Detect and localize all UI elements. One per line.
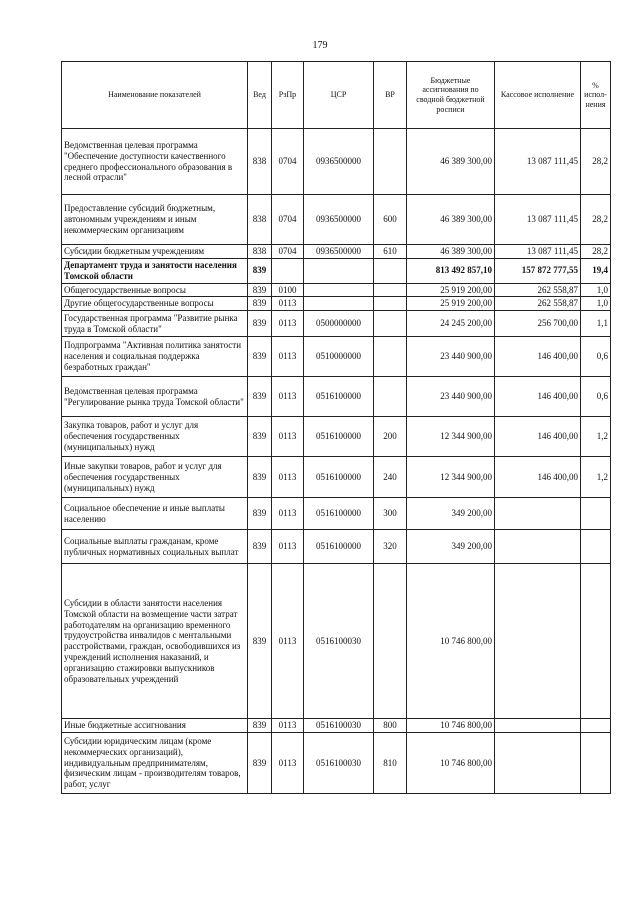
cell-rzpr: 0113 bbox=[272, 732, 304, 793]
cell-vr: 320 bbox=[374, 530, 407, 564]
cell-ved: 839 bbox=[248, 732, 272, 793]
budget-table bbox=[61, 61, 611, 794]
cell-pct: 28,2 bbox=[581, 129, 611, 195]
cell-name: Ведомственная целевая программа "Регулирование рынка труда Томской области" bbox=[62, 377, 248, 417]
cell-name: Департамент труда и занятости населения Томской области bbox=[62, 259, 248, 284]
cell-vr: 200 bbox=[374, 417, 407, 457]
cell-vr: 810 bbox=[374, 732, 407, 793]
cell-pct: 1,0 bbox=[581, 283, 611, 297]
cell-kassa: 146 400,00 bbox=[495, 457, 581, 498]
cell-vr bbox=[374, 297, 407, 311]
table-row bbox=[62, 417, 611, 457]
cell-pct: 0,6 bbox=[581, 377, 611, 417]
table-row bbox=[62, 377, 611, 417]
cell-name: Предоставление субсидий бюджетным, автономным учреждениям и иным некоммерческим организациям bbox=[62, 195, 248, 245]
cell-pct bbox=[581, 564, 611, 719]
page-number: 179 bbox=[312, 40, 328, 51]
cell-budget: 12 344 900,00 bbox=[407, 457, 495, 498]
cell-budget: 25 919 200,00 bbox=[407, 297, 495, 311]
header-budget: Бюджетные ассигнования по сводной бюджетной росписи bbox=[407, 62, 495, 129]
cell-rzpr: 0100 bbox=[272, 283, 304, 297]
table-header-row bbox=[62, 62, 611, 129]
cell-kassa: 262 558,87 bbox=[495, 283, 581, 297]
cell-rzpr: 0113 bbox=[272, 564, 304, 719]
cell-vr bbox=[374, 564, 407, 719]
cell-rzpr: 0113 bbox=[272, 377, 304, 417]
cell-kassa: 13 087 111,45 bbox=[495, 195, 581, 245]
cell-ved: 838 bbox=[248, 245, 272, 259]
cell-name: Иные бюджетные ассигнования bbox=[62, 719, 248, 733]
cell-kassa bbox=[495, 719, 581, 733]
cell-csr: 0510000000 bbox=[304, 337, 374, 377]
cell-kassa: 262 558,87 bbox=[495, 297, 581, 311]
cell-kassa: 146 400,00 bbox=[495, 337, 581, 377]
cell-csr: 0936500000 bbox=[304, 245, 374, 259]
cell-rzpr: 0113 bbox=[272, 719, 304, 733]
cell-budget: 10 746 800,00 bbox=[407, 564, 495, 719]
cell-ved: 839 bbox=[248, 719, 272, 733]
cell-vr bbox=[374, 259, 407, 284]
cell-csr: 0516100000 bbox=[304, 530, 374, 564]
cell-pct: 1,1 bbox=[581, 311, 611, 337]
cell-ved: 839 bbox=[248, 259, 272, 284]
cell-pct: 1,2 bbox=[581, 457, 611, 498]
cell-kassa bbox=[495, 530, 581, 564]
cell-ved: 839 bbox=[248, 498, 272, 530]
cell-vr: 600 bbox=[374, 195, 407, 245]
cell-csr bbox=[304, 283, 374, 297]
table-row bbox=[62, 337, 611, 377]
table-row bbox=[62, 530, 611, 564]
table-row bbox=[62, 297, 611, 311]
table-row bbox=[62, 245, 611, 259]
table-row bbox=[62, 564, 611, 719]
cell-rzpr: 0113 bbox=[272, 337, 304, 377]
cell-ved: 839 bbox=[248, 337, 272, 377]
cell-csr: 0516100000 bbox=[304, 457, 374, 498]
cell-name: Субсидии юридическим лицам (кроме некоммерческих организаций), индивидуальным предпринимателям, физическим лицам - производителям товаров, работ, услуг bbox=[62, 732, 248, 793]
cell-budget: 813 492 857,10 bbox=[407, 259, 495, 284]
cell-budget: 349 200,00 bbox=[407, 498, 495, 530]
cell-ved: 838 bbox=[248, 129, 272, 195]
cell-vr bbox=[374, 337, 407, 377]
cell-kassa bbox=[495, 564, 581, 719]
header-csr: ЦСР bbox=[304, 62, 374, 129]
cell-rzpr: 0704 bbox=[272, 245, 304, 259]
table-row bbox=[62, 195, 611, 245]
cell-csr: 0516100000 bbox=[304, 377, 374, 417]
cell-budget: 23 440 900,00 bbox=[407, 377, 495, 417]
table-body bbox=[62, 129, 611, 794]
cell-vr: 610 bbox=[374, 245, 407, 259]
cell-csr bbox=[304, 259, 374, 284]
cell-name: Субсидии бюджетным учреждениям bbox=[62, 245, 248, 259]
table-row bbox=[62, 283, 611, 297]
cell-pct: 28,2 bbox=[581, 245, 611, 259]
cell-ved: 839 bbox=[248, 530, 272, 564]
cell-kassa: 256 700,00 bbox=[495, 311, 581, 337]
cell-budget: 46 389 300,00 bbox=[407, 195, 495, 245]
cell-rzpr: 0113 bbox=[272, 311, 304, 337]
cell-kassa: 13 087 111,45 bbox=[495, 129, 581, 195]
cell-rzpr: 0113 bbox=[272, 457, 304, 498]
cell-rzpr: 0113 bbox=[272, 297, 304, 311]
table-row bbox=[62, 719, 611, 733]
cell-name: Подпрограмма "Активная политика занятости населения и социальная поддержка безработных граждан" bbox=[62, 337, 248, 377]
header-rzpr: РзПр bbox=[272, 62, 304, 129]
cell-csr: 0500000000 bbox=[304, 311, 374, 337]
cell-rzpr: 0113 bbox=[272, 530, 304, 564]
cell-vr bbox=[374, 377, 407, 417]
table-row bbox=[62, 311, 611, 337]
cell-ved: 839 bbox=[248, 457, 272, 498]
cell-rzpr: 0704 bbox=[272, 195, 304, 245]
cell-kassa: 146 400,00 bbox=[495, 377, 581, 417]
cell-pct: 19,4 bbox=[581, 259, 611, 284]
cell-csr bbox=[304, 297, 374, 311]
header-kassa: Кассовое исполнение bbox=[495, 62, 581, 129]
header-pct: % испол-нения bbox=[581, 62, 611, 129]
cell-budget: 12 344 900,00 bbox=[407, 417, 495, 457]
cell-csr: 0936500000 bbox=[304, 129, 374, 195]
table-row bbox=[62, 732, 611, 793]
cell-ved: 839 bbox=[248, 311, 272, 337]
cell-kassa bbox=[495, 498, 581, 530]
cell-ved: 839 bbox=[248, 564, 272, 719]
cell-ved: 839 bbox=[248, 297, 272, 311]
cell-ved: 839 bbox=[248, 417, 272, 457]
cell-rzpr: 0113 bbox=[272, 498, 304, 530]
table-row bbox=[62, 457, 611, 498]
cell-budget: 23 440 900,00 bbox=[407, 337, 495, 377]
cell-kassa: 157 872 777,55 bbox=[495, 259, 581, 284]
cell-pct: 28,2 bbox=[581, 195, 611, 245]
cell-pct bbox=[581, 530, 611, 564]
table-row bbox=[62, 259, 611, 284]
cell-name: Социальное обеспечение и иные выплаты населению bbox=[62, 498, 248, 530]
cell-vr bbox=[374, 283, 407, 297]
cell-pct: 1,0 bbox=[581, 297, 611, 311]
header-name: Наименование показателей bbox=[62, 62, 248, 129]
cell-csr: 0516100030 bbox=[304, 732, 374, 793]
cell-budget: 24 245 200,00 bbox=[407, 311, 495, 337]
header-vr: ВР bbox=[374, 62, 407, 129]
cell-budget: 46 389 300,00 bbox=[407, 129, 495, 195]
cell-budget: 10 746 800,00 bbox=[407, 719, 495, 733]
cell-pct bbox=[581, 719, 611, 733]
cell-csr: 0516100030 bbox=[304, 564, 374, 719]
cell-csr: 0516100030 bbox=[304, 719, 374, 733]
cell-ved: 839 bbox=[248, 283, 272, 297]
cell-pct: 0,6 bbox=[581, 337, 611, 377]
cell-name: Общегосударственные вопросы bbox=[62, 283, 248, 297]
cell-vr: 240 bbox=[374, 457, 407, 498]
table-row bbox=[62, 498, 611, 530]
cell-csr: 0516100000 bbox=[304, 498, 374, 530]
cell-ved: 839 bbox=[248, 377, 272, 417]
cell-kassa: 146 400,00 bbox=[495, 417, 581, 457]
cell-csr: 0936500000 bbox=[304, 195, 374, 245]
cell-budget: 10 746 800,00 bbox=[407, 732, 495, 793]
cell-vr: 800 bbox=[374, 719, 407, 733]
cell-pct bbox=[581, 732, 611, 793]
cell-vr bbox=[374, 129, 407, 195]
cell-pct bbox=[581, 498, 611, 530]
cell-budget: 46 389 300,00 bbox=[407, 245, 495, 259]
cell-vr bbox=[374, 311, 407, 337]
cell-rzpr: 0113 bbox=[272, 417, 304, 457]
cell-name: Закупка товаров, работ и услуг для обеспечения государственных (муниципальных) нужд bbox=[62, 417, 248, 457]
cell-kassa: 13 087 111,45 bbox=[495, 245, 581, 259]
cell-name: Субсидии в области занятости населения Томской области на возмещение части затрат работодателям на организацию временного трудоустройства инвалидов с ментальными расстройствами, граждан, освободившихся из учреждений исполнения наказаний, и организацию стажировки выпускников образовательных учреждений bbox=[62, 564, 248, 719]
cell-csr: 0516100000 bbox=[304, 417, 374, 457]
cell-pct: 1,2 bbox=[581, 417, 611, 457]
cell-name: Другие общегосударственные вопросы bbox=[62, 297, 248, 311]
cell-budget: 25 919 200,00 bbox=[407, 283, 495, 297]
cell-vr: 300 bbox=[374, 498, 407, 530]
cell-rzpr: 0704 bbox=[272, 129, 304, 195]
cell-name: Социальные выплаты гражданам, кроме публичных нормативных социальных выплат bbox=[62, 530, 248, 564]
cell-name: Иные закупки товаров, работ и услуг для обеспечения государственных (муниципальных) нужд bbox=[62, 457, 248, 498]
cell-rzpr bbox=[272, 259, 304, 284]
cell-ved: 838 bbox=[248, 195, 272, 245]
header-ved: Вед bbox=[248, 62, 272, 129]
cell-name: Ведомственная целевая программа "Обеспечение доступности качественного среднего профессионального образования в лесной отрасли" bbox=[62, 129, 248, 195]
table-row bbox=[62, 129, 611, 195]
cell-kassa bbox=[495, 732, 581, 793]
cell-name: Государственная программа "Развитие рынка труда в Томской области" bbox=[62, 311, 248, 337]
cell-budget: 349 200,00 bbox=[407, 530, 495, 564]
